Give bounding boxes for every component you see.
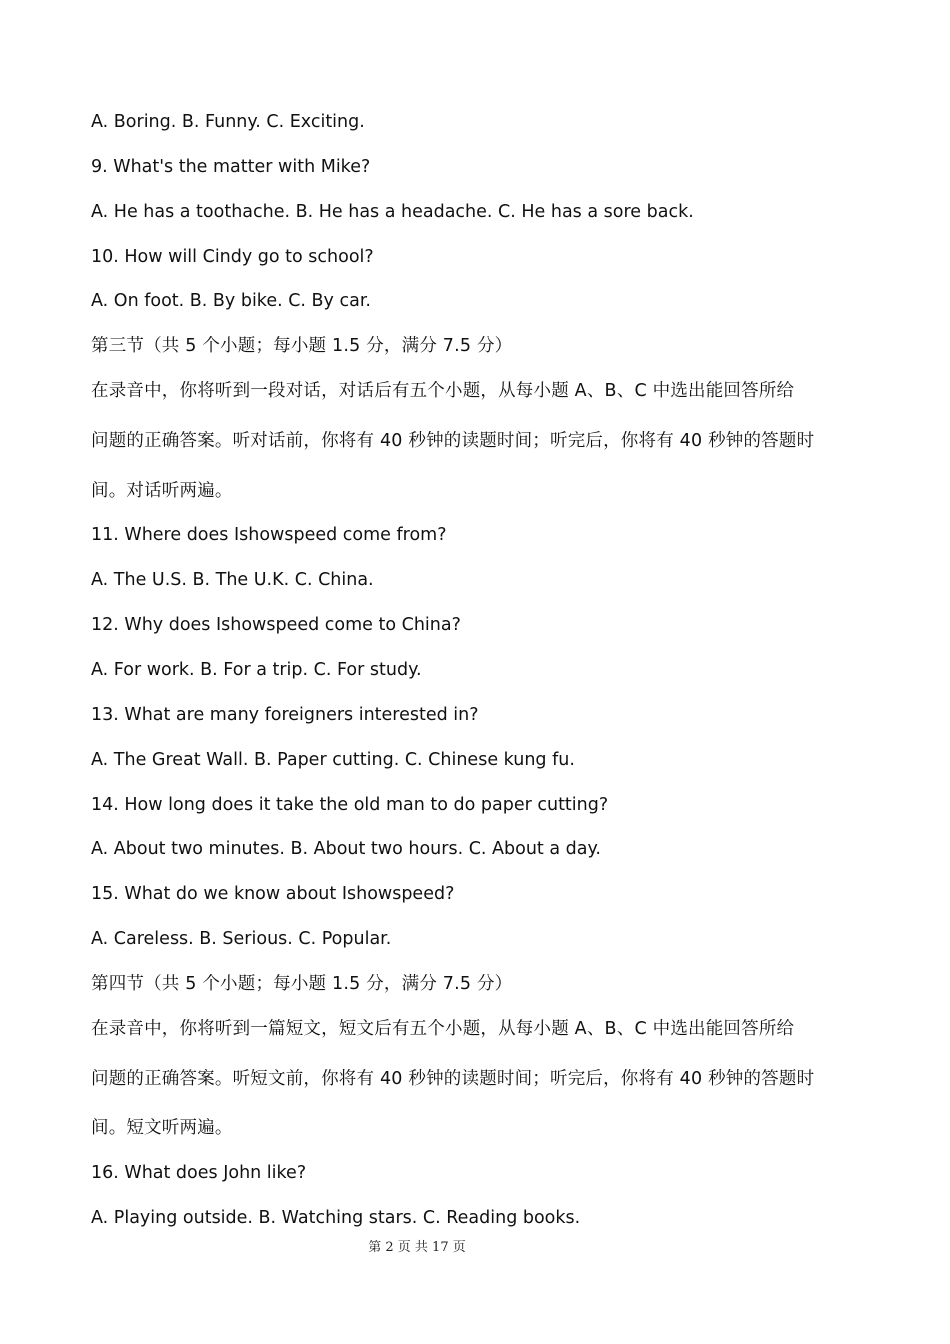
q15-options: A. Careless. B. Serious. C. Popular. [91, 929, 392, 949]
section-4-instructions-line-2: 问题的正确答案。听短文前，你将有 40 秒钟的读题时间；听完后，你将有 40 秒钟的答题时 [91, 1069, 815, 1089]
section-4-instructions-line-1: 在录音中，你将听到一篇短文，短文后有五个小题，从每小题 A、B、C 中选出能回答所给 [91, 1019, 795, 1039]
section-4-heading: 第四节（共 5 个小题；每小题 1.5 分，满分 7.5 分） [91, 974, 513, 994]
q15-question: 15. What do we know about Ishowspeed? [91, 884, 455, 904]
section-3-instructions-line-1: 在录音中，你将听到一段对话，对话后有五个小题，从每小题 A、B、C 中选出能回答所给 [91, 381, 795, 401]
q10-question: 10. How will Cindy go to school? [91, 247, 374, 267]
page-footer: 第 2 页 共 17 页 [368, 1240, 466, 1255]
section-3-heading: 第三节（共 5 个小题；每小题 1.5 分，满分 7.5 分） [91, 336, 513, 356]
section-4-instructions-line-3: 间。短文听两遍。 [91, 1118, 233, 1138]
q8-options: A. Boring. B. Funny. C. Exciting. [91, 112, 365, 132]
q16-options: A. Playing outside. B. Watching stars. C. Reading books. [91, 1208, 581, 1228]
q16-question: 16. What does John like? [91, 1163, 307, 1183]
q12-options: A. For work. B. For a trip. C. For study. [91, 660, 422, 680]
section-3-instructions-line-2: 问题的正确答案。听对话前，你将有 40 秒钟的读题时间；听完后，你将有 40 秒钟的答题时 [91, 431, 815, 451]
q10-options: A. On foot. B. By bike. C. By car. [91, 291, 371, 311]
section-3-instructions-line-3: 间。对话听两遍。 [91, 481, 233, 501]
q14-options: A. About two minutes. B. About two hours. C. About a day. [91, 839, 601, 859]
q9-options: A. He has a toothache. B. He has a headache. C. He has a sore back. [91, 202, 694, 222]
q11-options: A. The U.S. B. The U.K. C. China. [91, 570, 374, 590]
q14-question: 14. How long does it take the old man to do paper cutting? [91, 795, 609, 815]
q12-question: 12. Why does Ishowspeed come to China? [91, 615, 461, 635]
q13-options: A. The Great Wall. B. Paper cutting. C. Chinese kung fu. [91, 750, 575, 770]
q13-question: 13. What are many foreigners interested in? [91, 705, 479, 725]
q9-question: 9. What's the matter with Mike? [91, 157, 371, 177]
q11-question: 11. Where does Ishowspeed come from? [91, 525, 447, 545]
